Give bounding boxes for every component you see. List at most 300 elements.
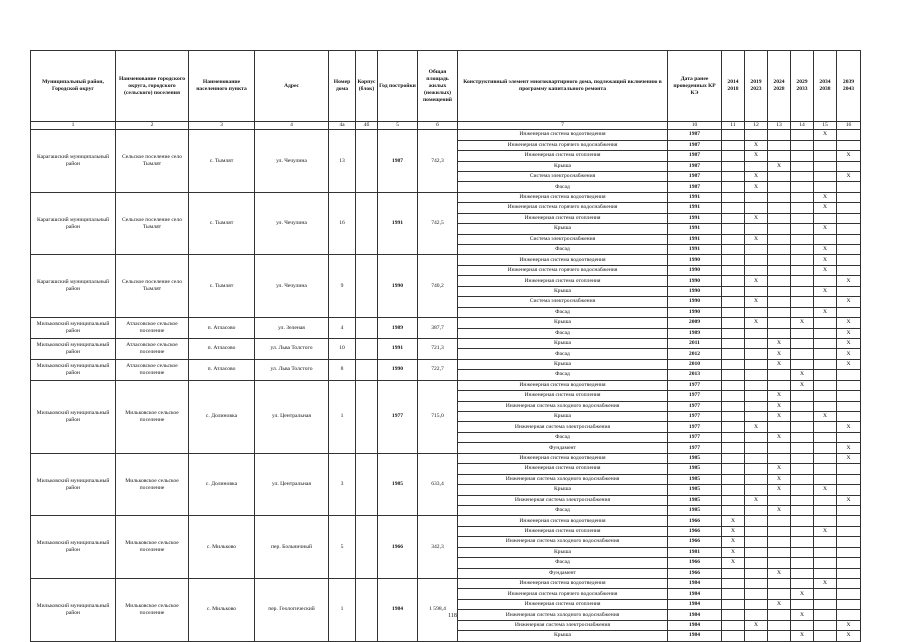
area-cell: 742,3 bbox=[418, 130, 458, 193]
period-mark-cell bbox=[814, 318, 837, 328]
period-mark-cell bbox=[722, 140, 745, 150]
period-mark-cell bbox=[722, 234, 745, 244]
period-mark-cell bbox=[722, 171, 745, 181]
element-name-cell: Фасад bbox=[458, 370, 668, 380]
period-mark-cell: X bbox=[722, 516, 745, 526]
period-mark-cell bbox=[722, 589, 745, 599]
element-name-cell: Инженерная система холодного водоснабжения bbox=[458, 610, 668, 620]
period-mark-cell bbox=[768, 213, 791, 223]
period-mark-cell bbox=[814, 161, 837, 171]
column-header: Корпус (блок) bbox=[356, 51, 378, 122]
locality-cell: п. Атласово bbox=[189, 359, 255, 380]
area-cell: 1 598,4 bbox=[418, 579, 458, 642]
period-mark-cell bbox=[814, 464, 837, 474]
column-number: 6 bbox=[418, 122, 458, 130]
column-number-row bbox=[31, 122, 861, 130]
settlement-cell: Сельское поселение село Тымлят bbox=[116, 130, 189, 193]
period-mark-cell bbox=[791, 568, 814, 578]
period-mark-cell bbox=[837, 265, 861, 275]
period-mark-cell: X bbox=[837, 631, 861, 641]
period-mark-cell: X bbox=[745, 171, 768, 181]
previous-repair-date-cell: 1989 bbox=[668, 328, 722, 338]
previous-repair-date-cell: 1990 bbox=[668, 265, 722, 275]
period-mark-cell bbox=[791, 516, 814, 526]
period-mark-cell bbox=[722, 349, 745, 359]
period-mark-cell bbox=[745, 599, 768, 609]
period-mark-cell bbox=[745, 401, 768, 411]
table-row bbox=[31, 359, 861, 369]
period-mark-cell bbox=[768, 297, 791, 307]
previous-repair-date-cell: 1987 bbox=[668, 151, 722, 161]
table-row bbox=[31, 338, 861, 348]
element-name-cell: Система электроснабжения bbox=[458, 297, 668, 307]
period-mark-cell: X bbox=[814, 265, 837, 275]
previous-repair-date-cell: 1990 bbox=[668, 255, 722, 265]
column-header: Общая площадь жилых (нежилых) помещений bbox=[418, 51, 458, 122]
period-mark-cell bbox=[745, 255, 768, 265]
period-mark-cell: X bbox=[768, 599, 791, 609]
column-number: 12 bbox=[745, 122, 768, 130]
period-mark-cell bbox=[722, 255, 745, 265]
column-header: Адрес bbox=[255, 51, 329, 122]
house-number-cell: 9 bbox=[329, 255, 356, 318]
period-mark-cell bbox=[745, 349, 768, 359]
previous-repair-date-cell: 1990 bbox=[668, 286, 722, 296]
previous-repair-date-cell: 1991 bbox=[668, 245, 722, 255]
period-mark-cell bbox=[722, 474, 745, 484]
period-mark-cell bbox=[837, 485, 861, 495]
period-mark-cell bbox=[814, 453, 837, 463]
period-mark-cell bbox=[791, 485, 814, 495]
period-mark-cell bbox=[837, 203, 861, 213]
period-mark-cell bbox=[722, 359, 745, 369]
period-mark-cell bbox=[814, 568, 837, 578]
period-mark-cell bbox=[722, 485, 745, 495]
period-mark-cell bbox=[722, 203, 745, 213]
period-mark-cell bbox=[745, 547, 768, 557]
element-name-cell: Фасад bbox=[458, 432, 668, 442]
period-mark-cell bbox=[791, 443, 814, 453]
period-mark-cell bbox=[814, 140, 837, 150]
period-mark-cell bbox=[837, 412, 861, 422]
column-header: Наименование городского округа, городского (сельского) поселения bbox=[116, 51, 189, 122]
period-mark-cell bbox=[791, 286, 814, 296]
column-number: 10 bbox=[668, 122, 722, 130]
period-mark-cell: X bbox=[837, 422, 861, 432]
street-cell: ул. Зеленая bbox=[255, 318, 329, 339]
period-mark-cell bbox=[837, 286, 861, 296]
period-mark-cell bbox=[745, 526, 768, 536]
period-mark-cell bbox=[745, 589, 768, 599]
previous-repair-date-cell: 1977 bbox=[668, 412, 722, 422]
period-mark-cell bbox=[837, 213, 861, 223]
period-mark-cell bbox=[745, 443, 768, 453]
header-row bbox=[31, 51, 861, 122]
period-mark-cell bbox=[791, 526, 814, 536]
period-mark-cell bbox=[791, 203, 814, 213]
period-mark-cell: X bbox=[837, 443, 861, 453]
period-mark-cell bbox=[745, 432, 768, 442]
previous-repair-date-cell: 1985 bbox=[668, 505, 722, 515]
period-mark-cell: X bbox=[814, 412, 837, 422]
block-cell bbox=[356, 453, 378, 516]
period-mark-cell: X bbox=[722, 537, 745, 547]
period-mark-cell bbox=[722, 286, 745, 296]
element-name-cell: Крыша bbox=[458, 547, 668, 557]
period-mark-cell: X bbox=[791, 631, 814, 641]
element-name-cell: Крыша bbox=[458, 286, 668, 296]
element-name-cell: Фасад bbox=[458, 307, 668, 317]
period-mark-cell bbox=[768, 192, 791, 202]
period-mark-cell bbox=[837, 558, 861, 568]
period-mark-cell: X bbox=[814, 130, 837, 140]
element-name-cell: Инженерная система отопления bbox=[458, 213, 668, 223]
period-mark-cell bbox=[791, 401, 814, 411]
area-cell: 722,7 bbox=[418, 359, 458, 380]
period-mark-cell bbox=[768, 245, 791, 255]
street-cell: ул. Чечулина bbox=[255, 130, 329, 193]
period-mark-cell bbox=[814, 297, 837, 307]
period-mark-cell bbox=[722, 568, 745, 578]
period-mark-cell bbox=[745, 464, 768, 474]
locality-cell: с. Мильково bbox=[189, 516, 255, 579]
period-mark-cell bbox=[791, 276, 814, 286]
period-mark-cell: X bbox=[745, 234, 768, 244]
period-mark-cell bbox=[814, 151, 837, 161]
period-mark-cell: X bbox=[814, 307, 837, 317]
element-name-cell: Фасад bbox=[458, 505, 668, 515]
period-mark-cell bbox=[837, 464, 861, 474]
period-mark-cell bbox=[814, 599, 837, 609]
period-mark-cell bbox=[768, 422, 791, 432]
period-mark-cell bbox=[722, 192, 745, 202]
period-mark-cell: X bbox=[745, 140, 768, 150]
column-number: 7 bbox=[458, 122, 668, 130]
document-page bbox=[30, 50, 860, 642]
district-cell: Мильковский муниципальный район bbox=[31, 453, 116, 516]
period-mark-cell: X bbox=[745, 182, 768, 192]
settlement-cell: Атласовское сельское поселение bbox=[116, 318, 189, 339]
previous-repair-date-cell: 1987 bbox=[668, 182, 722, 192]
column-header: 2019 2023 bbox=[745, 51, 768, 122]
period-mark-cell bbox=[745, 328, 768, 338]
area-cell: 721,3 bbox=[418, 338, 458, 359]
period-mark-cell: X bbox=[814, 526, 837, 536]
settlement-cell: Сельское поселение село Тымлят bbox=[116, 192, 189, 255]
period-mark-cell: X bbox=[837, 276, 861, 286]
period-mark-cell bbox=[745, 245, 768, 255]
previous-repair-date-cell: 1991 bbox=[668, 192, 722, 202]
previous-repair-date-cell: 1977 bbox=[668, 443, 722, 453]
previous-repair-date-cell: 1990 bbox=[668, 307, 722, 317]
period-mark-cell bbox=[722, 276, 745, 286]
period-mark-cell bbox=[791, 422, 814, 432]
house-number-cell: 3 bbox=[329, 453, 356, 516]
period-mark-cell bbox=[791, 547, 814, 557]
period-mark-cell bbox=[745, 265, 768, 275]
table-row bbox=[31, 130, 861, 140]
period-mark-cell bbox=[722, 161, 745, 171]
element-name-cell: Фасад bbox=[458, 245, 668, 255]
period-mark-cell bbox=[722, 328, 745, 338]
element-name-cell: Инженерная система электроснабжения bbox=[458, 422, 668, 432]
period-mark-cell bbox=[814, 380, 837, 390]
period-mark-cell bbox=[745, 161, 768, 171]
previous-repair-date-cell: 1985 bbox=[668, 474, 722, 484]
period-mark-cell bbox=[745, 579, 768, 589]
table-row bbox=[31, 192, 861, 202]
period-mark-cell bbox=[791, 192, 814, 202]
previous-repair-date-cell: 1991 bbox=[668, 203, 722, 213]
locality-cell: с. Тымлят bbox=[189, 255, 255, 318]
period-mark-cell bbox=[722, 579, 745, 589]
element-name-cell: Инженерная система отопления bbox=[458, 599, 668, 609]
period-mark-cell bbox=[837, 401, 861, 411]
period-mark-cell bbox=[722, 213, 745, 223]
period-mark-cell bbox=[837, 391, 861, 401]
element-name-cell: Крыша bbox=[458, 631, 668, 641]
period-mark-cell bbox=[791, 338, 814, 348]
house-number-cell: 8 bbox=[329, 359, 356, 380]
period-mark-cell bbox=[837, 547, 861, 557]
block-cell bbox=[356, 130, 378, 193]
period-mark-cell bbox=[814, 213, 837, 223]
settlement-cell: Сельское поселение село Тымлят bbox=[116, 255, 189, 318]
period-mark-cell: X bbox=[745, 422, 768, 432]
street-cell: ул. Льва Толстого bbox=[255, 359, 329, 380]
street-cell: ул. Льва Толстого bbox=[255, 338, 329, 359]
element-name-cell: Инженерная система электроснабжения bbox=[458, 495, 668, 505]
table-row bbox=[31, 255, 861, 265]
period-mark-cell bbox=[745, 558, 768, 568]
element-name-cell: Инженерная система водоотведения bbox=[458, 255, 668, 265]
settlement-cell: Мильковское сельское поселение bbox=[116, 516, 189, 579]
element-name-cell: Инженерная система отопления bbox=[458, 276, 668, 286]
period-mark-cell bbox=[768, 380, 791, 390]
column-number: 11 bbox=[722, 122, 745, 130]
period-mark-cell: X bbox=[745, 620, 768, 630]
previous-repair-date-cell: 1985 bbox=[668, 464, 722, 474]
period-mark-cell bbox=[722, 297, 745, 307]
period-mark-cell bbox=[745, 286, 768, 296]
previous-repair-date-cell: 1977 bbox=[668, 432, 722, 442]
element-name-cell: Крыша bbox=[458, 338, 668, 348]
previous-repair-date-cell: 1987 bbox=[668, 171, 722, 181]
column-header: Дата ранее проведенных КР КЭ bbox=[668, 51, 722, 122]
element-name-cell: Крыша bbox=[458, 224, 668, 234]
table-row bbox=[31, 380, 861, 390]
period-mark-cell bbox=[837, 245, 861, 255]
previous-repair-date-cell: 1987 bbox=[668, 161, 722, 171]
element-name-cell: Инженерная система водоотведения bbox=[458, 130, 668, 140]
previous-repair-date-cell: 1977 bbox=[668, 401, 722, 411]
period-mark-cell bbox=[791, 599, 814, 609]
element-name-cell: Инженерная система холодного водоснабжения bbox=[458, 401, 668, 411]
district-cell: Мильковский муниципальный район bbox=[31, 318, 116, 339]
period-mark-cell bbox=[837, 526, 861, 536]
period-mark-cell bbox=[722, 391, 745, 401]
period-mark-cell: X bbox=[745, 151, 768, 161]
period-mark-cell bbox=[814, 276, 837, 286]
period-mark-cell: X bbox=[768, 401, 791, 411]
period-mark-cell bbox=[837, 370, 861, 380]
column-number: 4 bbox=[255, 122, 329, 130]
period-mark-cell: X bbox=[722, 558, 745, 568]
period-mark-cell: X bbox=[837, 328, 861, 338]
period-mark-cell bbox=[814, 432, 837, 442]
period-mark-cell: X bbox=[814, 255, 837, 265]
period-mark-cell bbox=[745, 412, 768, 422]
previous-repair-date-cell: 1987 bbox=[668, 130, 722, 140]
period-mark-cell bbox=[768, 203, 791, 213]
district-cell: Карагашский муниципальный район bbox=[31, 192, 116, 255]
period-mark-cell bbox=[722, 151, 745, 161]
period-mark-cell: X bbox=[768, 474, 791, 484]
previous-repair-date-cell: 1985 bbox=[668, 453, 722, 463]
period-mark-cell bbox=[722, 370, 745, 380]
period-mark-cell bbox=[814, 537, 837, 547]
period-mark-cell: X bbox=[837, 453, 861, 463]
period-mark-cell bbox=[768, 140, 791, 150]
previous-repair-date-cell: 1985 bbox=[668, 495, 722, 505]
period-mark-cell bbox=[814, 474, 837, 484]
column-number: 4а bbox=[329, 122, 356, 130]
period-mark-cell bbox=[814, 182, 837, 192]
area-cell: 387,7 bbox=[418, 318, 458, 339]
house-number-cell: 1 bbox=[329, 579, 356, 642]
previous-repair-date-cell: 1990 bbox=[668, 276, 722, 286]
period-mark-cell bbox=[745, 203, 768, 213]
period-mark-cell bbox=[814, 589, 837, 599]
period-mark-cell bbox=[768, 516, 791, 526]
period-mark-cell bbox=[791, 140, 814, 150]
column-number: 2 bbox=[116, 122, 189, 130]
column-header: 2014 2018 bbox=[722, 51, 745, 122]
period-mark-cell bbox=[791, 161, 814, 171]
period-mark-cell: X bbox=[814, 245, 837, 255]
period-mark-cell bbox=[722, 224, 745, 234]
period-mark-cell bbox=[837, 182, 861, 192]
house-number-cell: 5 bbox=[329, 516, 356, 579]
area-cell: 740,2 bbox=[418, 255, 458, 318]
period-mark-cell bbox=[768, 151, 791, 161]
previous-repair-date-cell: 1966 bbox=[668, 526, 722, 536]
period-mark-cell bbox=[768, 307, 791, 317]
period-mark-cell bbox=[722, 182, 745, 192]
period-mark-cell bbox=[814, 234, 837, 244]
period-mark-cell bbox=[722, 338, 745, 348]
period-mark-cell: X bbox=[745, 213, 768, 223]
previous-repair-date-cell: 2011 bbox=[668, 338, 722, 348]
period-mark-cell bbox=[791, 234, 814, 244]
period-mark-cell bbox=[745, 359, 768, 369]
period-mark-cell: X bbox=[837, 338, 861, 348]
district-cell: Мильковский муниципальный район bbox=[31, 359, 116, 380]
period-mark-cell bbox=[722, 599, 745, 609]
period-mark-cell: X bbox=[837, 495, 861, 505]
period-mark-cell: X bbox=[814, 579, 837, 589]
period-mark-cell bbox=[837, 192, 861, 202]
period-mark-cell bbox=[791, 224, 814, 234]
period-mark-cell bbox=[722, 265, 745, 275]
district-cell: Мильковский муниципальный район bbox=[31, 380, 116, 453]
settlement-cell: Мильковское сельское поселение bbox=[116, 380, 189, 453]
previous-repair-date-cell: 1977 bbox=[668, 391, 722, 401]
period-mark-cell bbox=[814, 338, 837, 348]
period-mark-cell bbox=[837, 234, 861, 244]
period-mark-cell: X bbox=[791, 610, 814, 620]
repair-program-table bbox=[30, 50, 861, 642]
element-name-cell: Крыша bbox=[458, 485, 668, 495]
previous-repair-date-cell: 1977 bbox=[668, 422, 722, 432]
street-cell: ул. Центральная bbox=[255, 380, 329, 453]
period-mark-cell bbox=[768, 171, 791, 181]
period-mark-cell bbox=[722, 318, 745, 328]
period-mark-cell bbox=[745, 505, 768, 515]
period-mark-cell: X bbox=[837, 171, 861, 181]
period-mark-cell bbox=[745, 568, 768, 578]
period-mark-cell bbox=[745, 391, 768, 401]
period-mark-cell bbox=[837, 568, 861, 578]
period-mark-cell bbox=[814, 391, 837, 401]
period-mark-cell bbox=[837, 516, 861, 526]
element-name-cell: Система электроснабжения bbox=[458, 171, 668, 181]
period-mark-cell bbox=[768, 495, 791, 505]
column-number: 5 bbox=[378, 122, 418, 130]
period-mark-cell bbox=[814, 349, 837, 359]
period-mark-cell bbox=[814, 328, 837, 338]
period-mark-cell bbox=[745, 192, 768, 202]
period-mark-cell bbox=[745, 537, 768, 547]
period-mark-cell bbox=[791, 505, 814, 515]
period-mark-cell bbox=[814, 401, 837, 411]
house-number-cell: 10 bbox=[329, 338, 356, 359]
period-mark-cell bbox=[722, 432, 745, 442]
column-number: 4б bbox=[356, 122, 378, 130]
period-mark-cell bbox=[768, 526, 791, 536]
block-cell bbox=[356, 192, 378, 255]
element-name-cell: Инженерная система отопления bbox=[458, 526, 668, 536]
period-mark-cell bbox=[791, 265, 814, 275]
period-mark-cell: X bbox=[768, 161, 791, 171]
period-mark-cell bbox=[768, 579, 791, 589]
built-year-cell: 1977 bbox=[378, 380, 418, 453]
element-name-cell: Фасад bbox=[458, 182, 668, 192]
period-mark-cell bbox=[768, 370, 791, 380]
built-year-cell: 1990 bbox=[378, 255, 418, 318]
period-mark-cell bbox=[837, 579, 861, 589]
block-cell bbox=[356, 255, 378, 318]
period-mark-cell bbox=[814, 495, 837, 505]
period-mark-cell bbox=[837, 474, 861, 484]
block-cell bbox=[356, 318, 378, 339]
previous-repair-date-cell: 1981 bbox=[668, 547, 722, 557]
area-cell: 633,4 bbox=[418, 453, 458, 516]
period-mark-cell bbox=[768, 328, 791, 338]
table-row bbox=[31, 579, 861, 589]
element-name-cell: Инженерная система водоотведения bbox=[458, 380, 668, 390]
element-name-cell: Инженерная система электроснабжения bbox=[458, 620, 668, 630]
period-mark-cell bbox=[768, 286, 791, 296]
element-name-cell: Инженерная система горячего водоснабжения bbox=[458, 265, 668, 275]
period-mark-cell bbox=[745, 370, 768, 380]
previous-repair-date-cell: 1984 bbox=[668, 620, 722, 630]
element-name-cell: Инженерная система горячего водоснабжения bbox=[458, 203, 668, 213]
period-mark-cell: X bbox=[837, 359, 861, 369]
period-mark-cell: X bbox=[768, 412, 791, 422]
period-mark-cell bbox=[791, 349, 814, 359]
element-name-cell: Инженерная система водоотведения bbox=[458, 516, 668, 526]
